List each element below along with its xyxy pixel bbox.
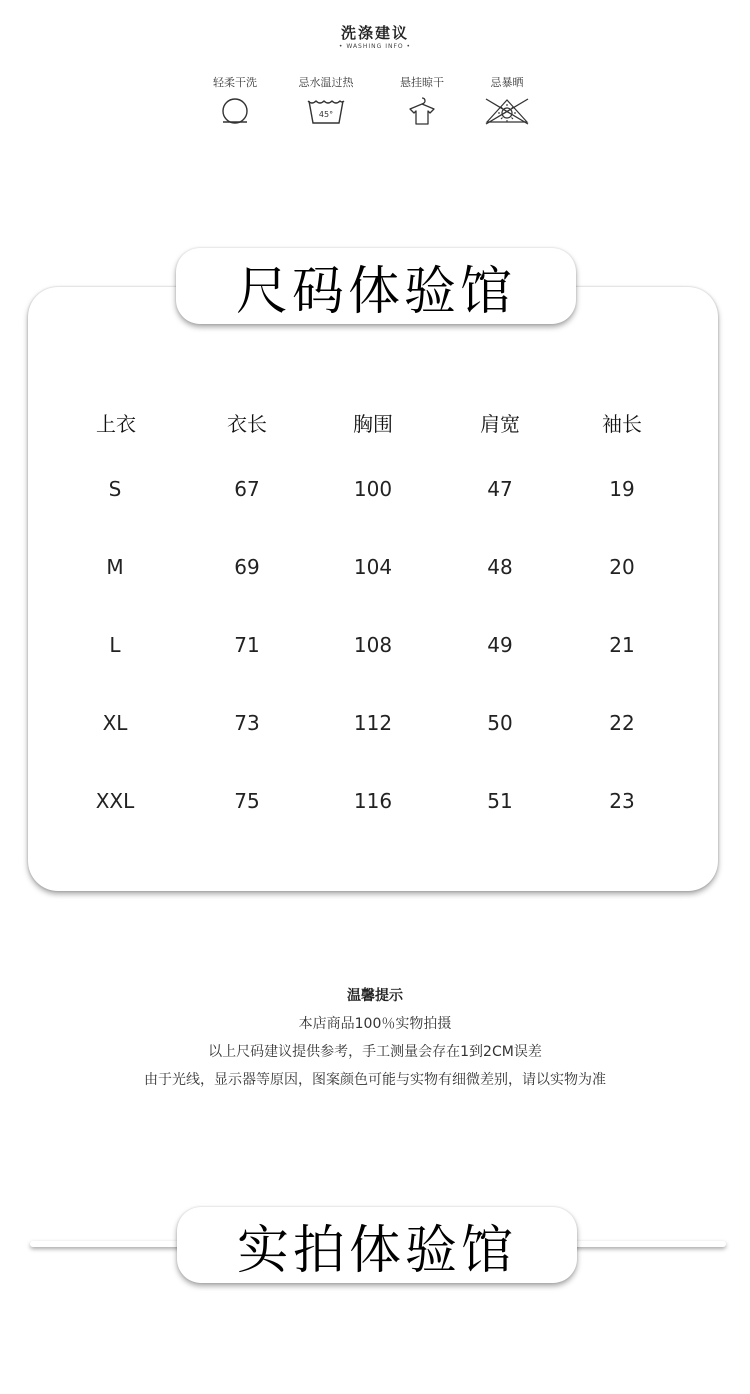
size-cell: 112: [353, 711, 393, 735]
size-cell: 104: [353, 555, 393, 579]
size-cell: L: [109, 633, 121, 657]
care-label: 轻柔干洗: [213, 76, 257, 89]
size-cell: 73: [234, 711, 260, 735]
size-cell: 23: [609, 789, 635, 813]
size-cell: 50: [487, 711, 513, 735]
size-cell: 69: [234, 555, 260, 579]
size-section-title: 尺码体验馆: [176, 248, 576, 324]
tips-line: 本店商品100％实物拍摄: [298, 1016, 452, 1032]
size-header-cell: 袖长: [602, 412, 642, 436]
dry-clean-icon: [220, 96, 250, 126]
care-item-wash-temp: [286, 76, 366, 126]
size-header-cell: 上衣: [96, 412, 136, 436]
size-cell: 22: [609, 711, 635, 735]
washing-subtitle: • WASHING INFO •: [338, 43, 412, 50]
size-header-cell: 胸围: [353, 412, 393, 436]
size-cell: 49: [487, 633, 513, 657]
size-cell: 51: [487, 789, 513, 813]
care-label: 悬挂晾干: [400, 76, 444, 89]
hang-dry-icon: [406, 96, 438, 126]
size-cell: 116: [353, 789, 393, 813]
care-item-hang-dry: [382, 76, 462, 126]
care-item-no-sun: [467, 76, 547, 126]
photo-section-title: 实拍体验馆: [177, 1207, 577, 1283]
size-header-cell: 衣长: [227, 412, 267, 436]
size-cell: M: [106, 555, 124, 579]
size-cell: 19: [609, 477, 635, 501]
size-cell: 20: [609, 555, 635, 579]
no-sun-icon: [483, 96, 531, 126]
size-cell: 21: [609, 633, 635, 657]
size-cell: XL: [102, 711, 128, 735]
care-item-dry-clean: [195, 76, 275, 126]
wash-45-icon: [306, 96, 346, 126]
size-cell: 75: [234, 789, 260, 813]
tips-title: 温馨提示: [347, 988, 403, 1004]
size-header-cell: 肩宽: [480, 412, 520, 436]
size-cell: 48: [487, 555, 513, 579]
size-cell: 67: [234, 477, 260, 501]
size-cell: 47: [487, 477, 513, 501]
tips-line: 以上尺码建议提供参考，手工测量会存在1到2CM误差: [208, 1044, 542, 1060]
size-cell: 71: [234, 633, 260, 657]
size-cell: 100: [353, 477, 393, 501]
care-label: 忌暴晒: [490, 76, 524, 89]
tips-line: 由于光线，显示器等原因，图案颜色可能与实物有细微差别，请以实物为准: [144, 1072, 606, 1088]
wash-temp-text: 45°: [318, 110, 334, 119]
size-cell: S: [108, 477, 122, 501]
size-cell: XXL: [95, 789, 135, 813]
care-label: 忌水温过热: [298, 76, 354, 89]
washing-title: 洗涤建议: [340, 24, 409, 42]
size-cell: 108: [353, 633, 393, 657]
